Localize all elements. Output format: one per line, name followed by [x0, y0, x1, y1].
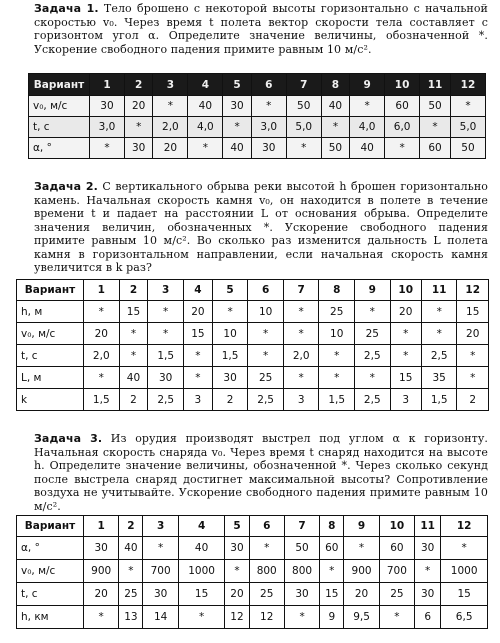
row-label: t, с [29, 117, 90, 138]
table-cell: 40 [178, 537, 225, 560]
task-2-text [14, 180, 488, 275]
table-cell: * [119, 560, 143, 583]
table-body [17, 301, 489, 411]
column-header-8: 8 [321, 74, 349, 96]
table-cell: 2,5 [421, 345, 457, 367]
table-cell: 15 [457, 301, 489, 323]
row-label: α, ° [29, 138, 90, 159]
table-cell: 13 [119, 606, 143, 629]
table-header-row [17, 280, 489, 301]
table-cell: * [148, 301, 184, 323]
task-2-table [16, 279, 489, 411]
table-cell: 25 [319, 301, 355, 323]
column-header-1: 1 [84, 516, 119, 537]
task-3-title: Задача 3. [34, 432, 103, 445]
table-cell: * [178, 606, 225, 629]
column-header-variant: Вариант [29, 74, 90, 96]
table-cell: * [344, 537, 379, 560]
column-header-3: 3 [143, 516, 178, 537]
table-cell: 1,5 [319, 389, 355, 411]
table-cell: 30 [148, 367, 184, 389]
task-2-title: Задача 2. [34, 180, 98, 193]
table-cell: 1,5 [148, 345, 184, 367]
column-header-5: 5 [225, 516, 249, 537]
table-cell: * [441, 537, 488, 560]
table-cell: * [420, 117, 451, 138]
table-cell: 12 [249, 606, 284, 629]
column-header-2: 2 [119, 516, 143, 537]
column-header-2: 2 [119, 280, 148, 301]
column-header-7: 7 [283, 280, 319, 301]
table-cell: * [188, 138, 223, 159]
column-header-variant: Вариант [17, 516, 84, 537]
table-cell: 10 [319, 323, 355, 345]
column-header-8: 8 [319, 280, 355, 301]
column-header-11: 11 [421, 280, 457, 301]
column-header-1: 1 [84, 280, 120, 301]
table-cell: 40 [119, 367, 148, 389]
column-header-10: 10 [390, 280, 421, 301]
table-cell: 50 [420, 96, 451, 117]
table-body [17, 537, 488, 629]
table-row [17, 389, 489, 411]
table-cell: 1,5 [212, 345, 248, 367]
table-cell: 15 [390, 367, 421, 389]
table-cell: * [90, 138, 125, 159]
table-row [29, 96, 486, 117]
table-cell: 900 [84, 560, 119, 583]
column-header-7: 7 [284, 516, 319, 537]
row-label: t, с [17, 583, 84, 606]
column-header-6: 6 [248, 280, 284, 301]
table-cell: 1000 [178, 560, 225, 583]
task-1-table [28, 73, 486, 159]
table-cell: * [153, 96, 188, 117]
table-cell: 50 [284, 537, 319, 560]
table-cell: * [249, 537, 284, 560]
table-header-row [29, 74, 486, 96]
table-cell: 2,5 [355, 345, 391, 367]
column-header-10: 10 [385, 74, 420, 96]
table-cell: 10 [248, 301, 284, 323]
table-cell: 30 [251, 138, 286, 159]
row-label: k [17, 389, 84, 411]
table-cell: * [421, 301, 457, 323]
table-cell: 6 [415, 606, 441, 629]
table-cell: 5,0 [286, 117, 321, 138]
task-1-title: Задача 1. [34, 2, 99, 15]
table-cell: * [457, 367, 489, 389]
table-cell: 30 [284, 583, 319, 606]
table-cell: * [355, 367, 391, 389]
table-cell: * [183, 345, 212, 367]
table-cell: * [286, 138, 321, 159]
table-cell: 3 [283, 389, 319, 411]
column-header-4: 4 [188, 74, 223, 96]
table-cell: 900 [344, 560, 379, 583]
table-cell: 3,0 [90, 117, 125, 138]
column-header-12: 12 [457, 280, 489, 301]
table-row [17, 367, 489, 389]
table-cell: 30 [143, 583, 178, 606]
table-cell: 800 [284, 560, 319, 583]
table-cell: 1,5 [421, 389, 457, 411]
table-row [17, 606, 488, 629]
table-body [29, 96, 486, 159]
table-cell: 2 [212, 389, 248, 411]
table-cell: 50 [286, 96, 321, 117]
table-cell: 6,0 [385, 117, 420, 138]
table-cell: 35 [421, 367, 457, 389]
table-cell: 2 [119, 389, 148, 411]
table-cell: * [390, 345, 421, 367]
column-header-12: 12 [450, 74, 485, 96]
column-header-11: 11 [415, 516, 441, 537]
table-cell: * [421, 323, 457, 345]
table-cell: 20 [124, 96, 152, 117]
column-header-4: 4 [183, 280, 212, 301]
table-cell: 6,5 [441, 606, 488, 629]
table-cell: 20 [84, 583, 119, 606]
column-header-2: 2 [124, 74, 152, 96]
table-cell: * [457, 345, 489, 367]
table-cell: 25 [249, 583, 284, 606]
table-cell: * [379, 606, 414, 629]
table-cell: 30 [415, 583, 441, 606]
table-cell: 30 [223, 96, 251, 117]
table-cell: 20 [225, 583, 249, 606]
column-header-7: 7 [286, 74, 321, 96]
table-cell: * [183, 367, 212, 389]
table-cell: 20 [344, 583, 379, 606]
table-cell: * [148, 323, 184, 345]
table-cell: 30 [90, 96, 125, 117]
table-cell: 1000 [441, 560, 488, 583]
table-cell: 15 [183, 323, 212, 345]
task-3 [14, 432, 488, 513]
row-label: L, м [17, 367, 84, 389]
table-cell: * [319, 367, 355, 389]
row-label: v₀, м/с [17, 323, 84, 345]
table-cell: 800 [249, 560, 284, 583]
table-cell: 15 [119, 301, 148, 323]
column-header-5: 5 [223, 74, 251, 96]
table-cell: 9,5 [344, 606, 379, 629]
table-cell: 25 [248, 367, 284, 389]
table-row [17, 301, 489, 323]
table-cell: * [319, 345, 355, 367]
table-cell: * [248, 345, 284, 367]
task-2 [14, 180, 488, 275]
column-header-9: 9 [344, 516, 379, 537]
table-cell: 50 [450, 138, 485, 159]
row-label: t, с [17, 345, 84, 367]
table-cell: 40 [119, 537, 143, 560]
table-cell: * [251, 96, 286, 117]
table-cell: 3,0 [251, 117, 286, 138]
table-cell: * [119, 345, 148, 367]
table-cell: 4,0 [350, 117, 385, 138]
table-cell: 20 [390, 301, 421, 323]
table-cell: 1,5 [84, 389, 120, 411]
table-cell: 30 [212, 367, 248, 389]
table-cell: 20 [84, 323, 120, 345]
table-cell: 2,5 [148, 389, 184, 411]
table-row [17, 560, 488, 583]
table-cell: * [355, 301, 391, 323]
row-label: v₀, м/с [29, 96, 90, 117]
table-cell: * [284, 606, 319, 629]
table-cell: * [124, 117, 152, 138]
column-header-6: 6 [251, 74, 286, 96]
table-cell: * [283, 367, 319, 389]
task-3-table [16, 515, 488, 629]
column-header-8: 8 [320, 516, 344, 537]
table-cell: 30 [84, 537, 119, 560]
row-label: h, км [17, 606, 84, 629]
table-cell: * [415, 560, 441, 583]
column-header-4: 4 [178, 516, 225, 537]
table-cell: 40 [350, 138, 385, 159]
table-cell: 20 [457, 323, 489, 345]
table-cell: * [119, 323, 148, 345]
table-cell: * [84, 606, 119, 629]
table-cell: 60 [385, 96, 420, 117]
table-cell: * [143, 537, 178, 560]
table-cell: 700 [143, 560, 178, 583]
table-cell: 2,0 [153, 117, 188, 138]
table-cell: 3 [183, 389, 212, 411]
table-row [29, 138, 486, 159]
table-cell: 30 [415, 537, 441, 560]
table-cell: 5,0 [450, 117, 485, 138]
table-cell: 60 [379, 537, 414, 560]
table-cell: * [350, 96, 385, 117]
table-cell: 30 [124, 138, 152, 159]
table-cell: 15 [320, 583, 344, 606]
table-cell: * [225, 560, 249, 583]
column-header-6: 6 [249, 516, 284, 537]
table-row [29, 117, 486, 138]
table-cell: 60 [420, 138, 451, 159]
table-cell: 2 [457, 389, 489, 411]
table-row [17, 323, 489, 345]
table-cell: * [84, 301, 120, 323]
column-header-11: 11 [420, 74, 451, 96]
table-cell: 10 [212, 323, 248, 345]
table-cell: * [320, 560, 344, 583]
table-cell: 12 [225, 606, 249, 629]
table-cell: 40 [223, 138, 251, 159]
table-row [17, 345, 489, 367]
table-cell: 25 [379, 583, 414, 606]
table-cell: 15 [178, 583, 225, 606]
table-cell: * [223, 117, 251, 138]
table-cell: 40 [188, 96, 223, 117]
table-cell: 3 [390, 389, 421, 411]
table-header-row [17, 516, 488, 537]
column-header-1: 1 [90, 74, 125, 96]
table-cell: 2,5 [248, 389, 284, 411]
task-1-text [14, 2, 488, 56]
table-cell: * [321, 117, 349, 138]
row-label: α, ° [17, 537, 84, 560]
column-header-3: 3 [153, 74, 188, 96]
table-row [17, 537, 488, 560]
table-cell: 50 [321, 138, 349, 159]
table-cell: * [84, 367, 120, 389]
table-cell: * [385, 138, 420, 159]
task-1-body: Тело брошено с некоторой высоты горизонтально с начальной скоростью v₀. Через время t полета вектор скорости тела составляет с горизонтом угол α. Определите значение величины, обозначенной *. Ускорение свободного падения примите равным 10 м/с². [34, 2, 488, 56]
task-2-body: С вертикального обрыва реки высотой h брошен горизонтально камень. Начальная скорость камня v₀, он находится в полете в течение времени t и падает на расстоянии L от основания обрыва. Определите значения величин, обозначенных *. Ускорение свободного падения примите равным 10 м/с². Во сколько раз изменится дальность L полета камня в горизонтальном направлении, если начальная скорость камня увеличится в k раз? [34, 180, 488, 274]
table-cell: * [283, 323, 319, 345]
table-cell: 20 [183, 301, 212, 323]
table-cell: * [283, 301, 319, 323]
column-header-variant: Вариант [17, 280, 84, 301]
task-3-text [14, 432, 488, 513]
task-1 [14, 2, 488, 56]
column-header-5: 5 [212, 280, 248, 301]
column-header-3: 3 [148, 280, 184, 301]
column-header-9: 9 [350, 74, 385, 96]
table-cell: 2,0 [84, 345, 120, 367]
row-label: h, м [17, 301, 84, 323]
table-cell: 30 [225, 537, 249, 560]
row-label: v₀, м/с [17, 560, 84, 583]
table-cell: * [212, 301, 248, 323]
table-cell: 40 [321, 96, 349, 117]
column-header-12: 12 [441, 516, 488, 537]
table-cell: 2,5 [355, 389, 391, 411]
table-cell: 25 [355, 323, 391, 345]
table-cell: 20 [153, 138, 188, 159]
table-cell: 700 [379, 560, 414, 583]
table-row [17, 583, 488, 606]
table-cell: 15 [441, 583, 488, 606]
table-cell: 2,0 [283, 345, 319, 367]
column-header-10: 10 [379, 516, 414, 537]
table-cell: 4,0 [188, 117, 223, 138]
table-cell: 25 [119, 583, 143, 606]
table-cell: 9 [320, 606, 344, 629]
task-3-body: Из орудия производят выстрел под углом α к горизонту. Начальная скорость снаряда v₀. Через время t снаряд находится на высоте h. Определите значение величины, обозначенной *. Через сколько секунд после выстрела снаряд достигнет максимальной высоты? Сопротивление воздуха не учитывайте. Ускорение свободного падения примите равным 10 м/с². [34, 432, 488, 513]
table-cell: 60 [320, 537, 344, 560]
table-cell: 14 [143, 606, 178, 629]
table-cell: * [248, 323, 284, 345]
column-header-9: 9 [355, 280, 391, 301]
table-cell: * [450, 96, 485, 117]
table-cell: * [390, 323, 421, 345]
